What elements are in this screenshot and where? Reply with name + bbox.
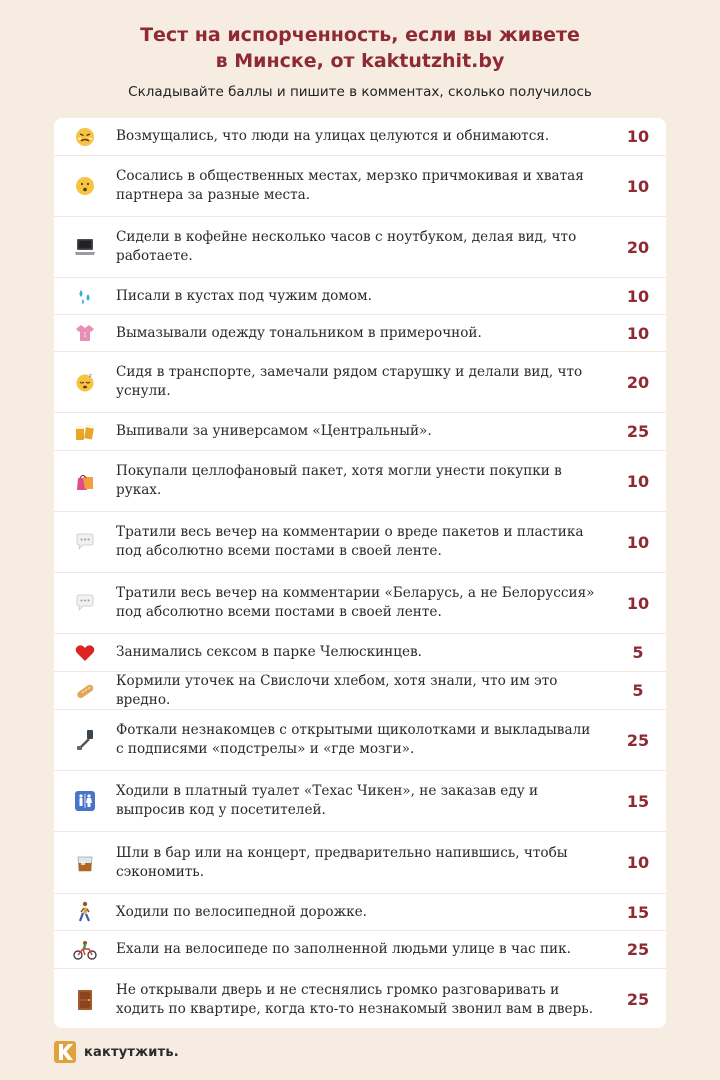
quiz-item-text: Тратили весь вечер на комментарии о вреде пакетов и пластика под абсолютно всеми постами в своей ленте.: [116, 524, 584, 559]
quiz-item: [54, 413, 666, 451]
title-line-2: в Минске, от kaktutzhit.by: [215, 50, 505, 72]
quiz-item: [54, 278, 666, 315]
bread-icon: [54, 681, 116, 701]
restroom-icon: [54, 791, 116, 811]
cyclist-icon: [54, 940, 116, 960]
quiz-item-text: Покупали целлофановый пакет, хотя могли унести покупки в руках.: [116, 463, 562, 498]
quiz-item-text: Ходили по велосипедной дорожке.: [116, 903, 367, 920]
quiz-item: [54, 634, 666, 672]
quiz-item-points: 5: [632, 643, 644, 662]
quiz-item-points: 25: [626, 940, 650, 959]
quiz-item-points: 10: [626, 853, 650, 872]
title-line-1: Тест на испорченность, если вы живете: [140, 24, 580, 46]
walking-person-icon: [54, 901, 116, 923]
quiz-item-points: 15: [626, 902, 650, 922]
quiz-item-points: 10: [626, 471, 650, 491]
quiz-item-text: Занимались сексом в парке Челюскинцев.: [116, 644, 422, 660]
quiz-item-text: Шли в бар или на концерт, предварительно напившись, чтобы сэкономить.: [116, 844, 568, 880]
quiz-item: [54, 352, 666, 413]
quiz-item: [54, 894, 666, 931]
whiskey-glass-icon: [54, 853, 116, 873]
quiz-item: [54, 512, 666, 573]
quiz-item-text: Сидя в транспорте, замечали рядом старушку и делали вид, что уснули.: [116, 364, 583, 399]
sleeping-face-icon: [54, 372, 116, 392]
quiz-item: [54, 672, 666, 710]
quiz-item-text: Сидели в кофейне несколько часов с ноутбуком, делая вид, что работаете.: [116, 229, 577, 264]
quiz-item: [54, 771, 666, 832]
quiz-item-text: Тратили весь вечер на комментарии «Беларусь, а не Белоруссия» под абсолютно всеми постами в своей ленте.: [116, 585, 595, 620]
quiz-item-points: 10: [626, 286, 650, 306]
quiz-item-points: 15: [626, 791, 650, 811]
selfie-stick-icon: [54, 729, 116, 751]
quiz-item: [54, 451, 666, 512]
surprised-face-icon: [54, 176, 116, 196]
quiz-item: [54, 217, 666, 278]
quiz-item-text: Фоткали незнакомцев с открытыми щиколотками и выкладывали с подписями «подстрелы» и «где мозги».: [116, 722, 591, 757]
quiz-item: [54, 931, 666, 969]
quiz-item-text: Писали в кустах под чужим домом.: [116, 287, 372, 304]
quiz-item: [54, 710, 666, 771]
quiz-item-points: 25: [626, 422, 650, 441]
quiz-item-text: Выпивали за универсамом «Центральный».: [116, 423, 432, 439]
quiz-item: [54, 832, 666, 894]
page-subtitle: Складывайте баллы и пишите в комментах, сколько получилось: [128, 84, 592, 100]
quiz-item-points: 20: [626, 372, 650, 392]
beer-mugs-icon: [54, 422, 116, 442]
quiz-item: [54, 969, 666, 1028]
logo-text: кактутжить.: [84, 1044, 179, 1060]
quiz-item: [54, 315, 666, 352]
door-icon: [54, 989, 116, 1011]
angry-face-icon: [54, 127, 116, 147]
quiz-card: [54, 118, 666, 1028]
quiz-item-points: 25: [626, 730, 650, 750]
quiz-item-points: 10: [626, 176, 650, 196]
svg-text:z: z: [89, 373, 92, 379]
quiz-item-points: 25: [626, 990, 650, 1009]
page-title: [0, 22, 720, 74]
quiz-item-points: 5: [632, 681, 644, 700]
footer: [54, 1041, 179, 1063]
quiz-item-text: Ходили в платный туалет «Техас Чикен», не заказав еду и выпросив код у посетителей.: [116, 783, 539, 818]
quiz-item: [54, 118, 666, 156]
quiz-item-points: 10: [626, 127, 650, 146]
quiz-item-text: Кормили уточек на Свислочи хлебом, хотя знали, что им это вредно.: [116, 672, 558, 708]
speech-bubble-icon: [54, 594, 116, 612]
quiz-item-text: Вымазывали одежду тональником в примерочной.: [116, 324, 482, 341]
quiz-item-text: Сосались в общественных местах, мерзко причмокивая и хватая партнера за разные места.: [116, 168, 584, 203]
speech-bubble-icon: [54, 533, 116, 551]
quiz-item: [54, 573, 666, 634]
droplets-icon: [54, 286, 116, 306]
quiz-item-text: Не открывали дверь и не стеснялись громко разговаривать и ходить по квартире, когда кто-то незнакомый звонил вам в дверь.: [116, 981, 594, 1017]
quiz-item-points: 20: [626, 237, 650, 257]
blouse-icon: [54, 323, 116, 343]
quiz-item-text: Ехали на велосипеде по заполненной людьми улице в час пик.: [116, 941, 571, 957]
laptop-icon: [54, 238, 116, 256]
quiz-item-points: 10: [626, 593, 650, 613]
quiz-item-points: 10: [626, 532, 650, 552]
shopping-bags-icon: [54, 471, 116, 491]
quiz-item: [54, 156, 666, 217]
quiz-item-points: 10: [626, 323, 650, 343]
logo-icon: [54, 1041, 76, 1063]
heart-icon: [54, 644, 116, 662]
quiz-item-text: Возмущались, что люди на улицах целуются и обнимаются.: [116, 128, 550, 144]
